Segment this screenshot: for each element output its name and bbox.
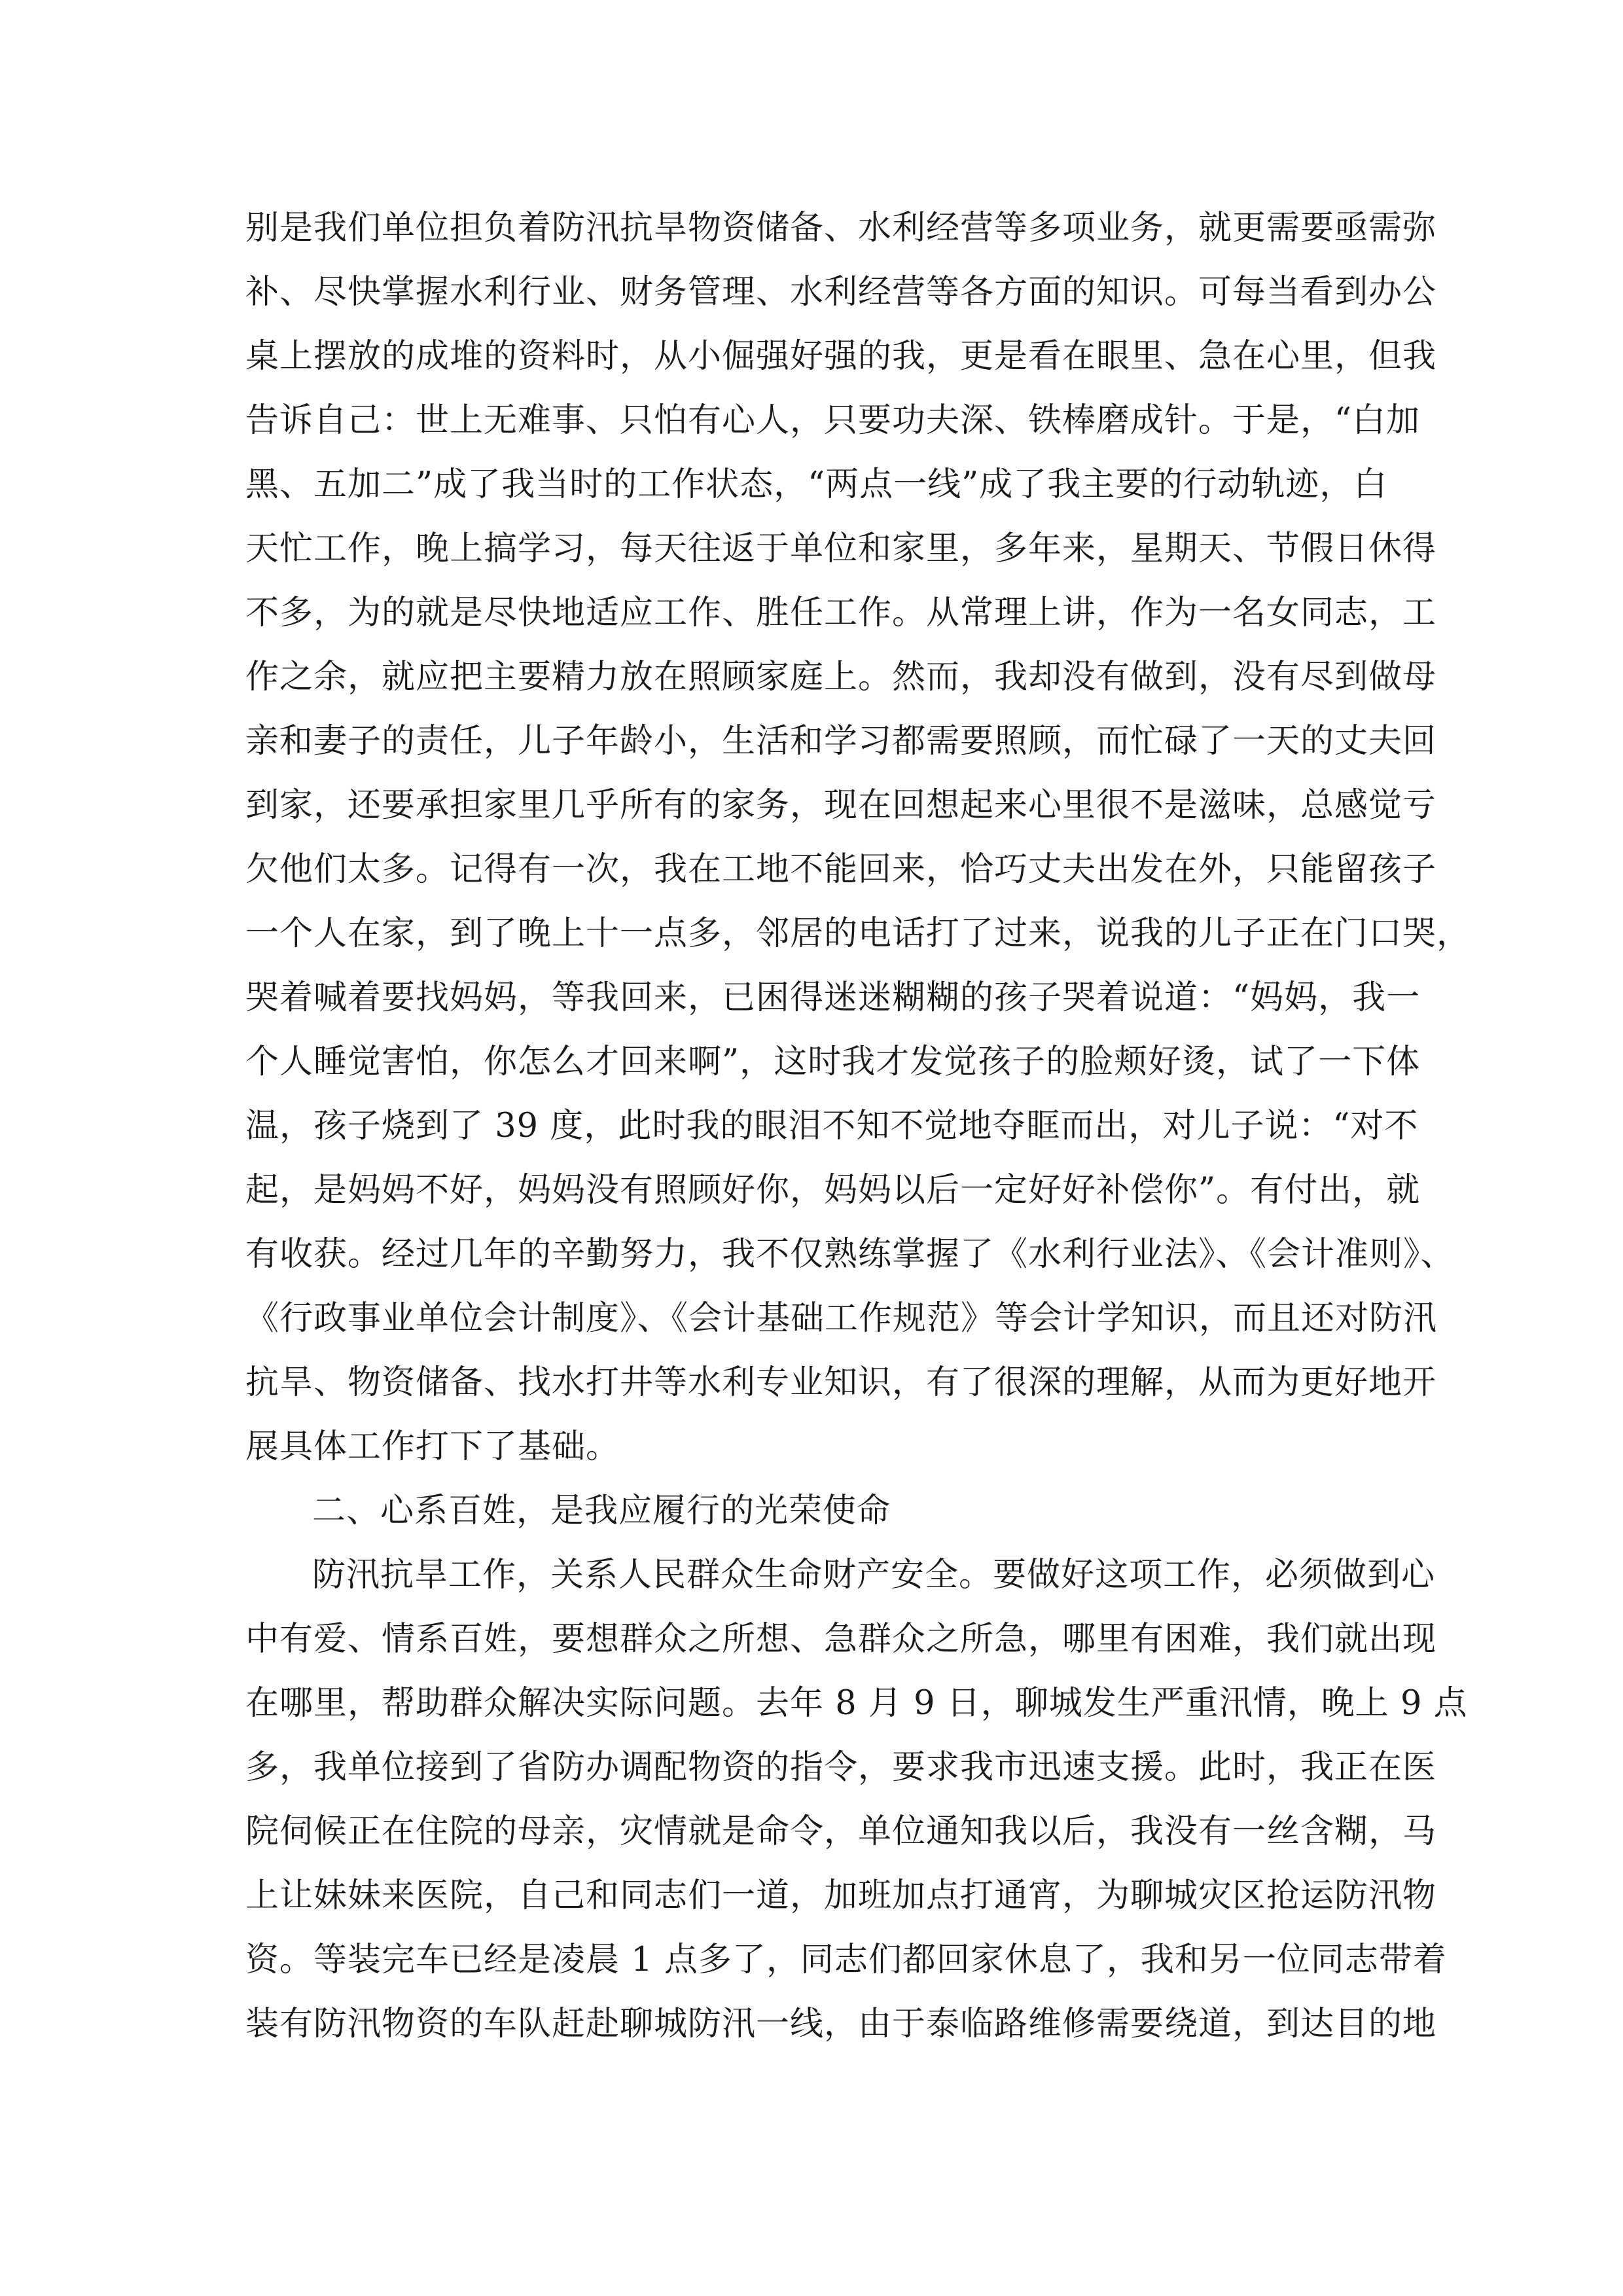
text-line: 一个人在家，到了晚上十一点多，邻居的电话打了过来，说我的儿子正在门口哭，	[245, 914, 1471, 953]
text-line: 告诉自己：世上无难事、只怕有心人，只要功夫深、铁棒磨成针。于是，“白加	[245, 401, 1421, 440]
text-line: 桌上摆放的成堆的资料时，从小倔强好强的我，更是看在眼里、急在心里，但我	[245, 337, 1437, 376]
text-line: 欠他们太多。记得有一次，我在工地不能回来，恰巧丈夫出发在外，只能留孩子	[245, 850, 1437, 889]
text-line: 院伺候正在住院的母亲，灾情就是命令，单位通知我以后，我没有一丝含糊，马	[245, 1812, 1437, 1851]
text-line: 天忙工作，晚上搞学习，每天往返于单位和家里，多年来，星期天、节假日休得	[245, 529, 1437, 568]
text-line: 亲和妻子的责任，儿子年龄小，生活和学习都需要照顾，而忙碌了一天的丈夫回	[245, 722, 1437, 761]
text-line: 展具体工作打下了基础。	[245, 1427, 620, 1466]
text-line: 资。等装完车已经是凌晨 1 点多了，同志们都回家休息了，我和另一位同志带着	[245, 1941, 1447, 1979]
text-line: 温，孩子烧到了 39 度，此时我的眼泪不知不觉地夺眶而出，对儿子说：“对不	[245, 1107, 1419, 1145]
text-line: 《行政事业单位会计制度》、《会计基础工作规范》等会计学知识，而且还对防汛	[245, 1299, 1438, 1338]
text-line: 个人睡觉害怕，你怎么才回来啊”，这时我才发觉孩子的脸颊好烫，试了一下体	[245, 1043, 1421, 1081]
text-line: 中有爱、情系百姓，要想群众之所想、急群众之所急，哪里有困难，我们就出现	[245, 1620, 1437, 1659]
text-line: 装有防汛物资的车队赶赴聊城防汛一线，由于泰临路维修需要绕道，到达目的地	[245, 2005, 1437, 2043]
text-line: 到家，还要承担家里几乎所有的家务，现在回想起来心里很不是滋味，总感觉亏	[245, 786, 1437, 825]
text-line: 补、尽快掌握水利行业、财务管理、水利经营等各方面的知识。可每当看到办公	[245, 273, 1437, 312]
text-line: 有收获。经过几年的辛勤努力，我不仅熟练掌握了《水利行业法》、《会计准则》、	[245, 1235, 1455, 1274]
text-line: 起，是妈妈不好，妈妈没有照顾好你，妈妈以后一定好好补偿你”。有付出，就	[245, 1171, 1421, 1210]
text-line: 作之余，就应把主要精力放在照顾家庭上。然而，我却没有做到，没有尽到做母	[245, 658, 1437, 696]
section-heading: 二、心系百姓，是我应履行的光荣使命	[312, 1492, 891, 1530]
text-line: 不多，为的就是尽快地适应工作、胜任工作。从常理上讲，作为一名女同志，工	[245, 594, 1437, 632]
text-line: 防汛抗旱工作，关系人民群众生命财产安全。要做好这项工作，必须做到心	[312, 1556, 1436, 1594]
text-line: 黑、五加二”成了我当时的工作状态，“两点一线”成了我主要的行动轨迹，白	[245, 465, 1388, 504]
text-line: 多，我单位接到了省防办调配物资的指令，要求我市迅速支援。此时，我正在医	[245, 1748, 1437, 1787]
text-line: 哭着喊着要找妈妈，等我回来，已困得迷迷糊糊的孩子哭着说道：“妈妈，我一	[245, 978, 1421, 1017]
text-line: 抗旱、物资储备、找水打井等水利专业知识，有了很深的理解，从而为更好地开	[245, 1363, 1437, 1402]
body-text	[245, 196, 1471, 2056]
text-line: 别是我们单位担负着防汛抗旱物资储备、水利经营等多项业务，就更需要亟需弥	[245, 209, 1437, 247]
text-line: 上让妹妹来医院，自己和同志们一道，加班加点打通宵，为聊城灾区抢运防汛物	[245, 1876, 1437, 1915]
text-line: 在哪里，帮助群众解决实际问题。去年 8 月 9 日，聊城发生严重汛情，晚上 9 点	[245, 1684, 1468, 1723]
